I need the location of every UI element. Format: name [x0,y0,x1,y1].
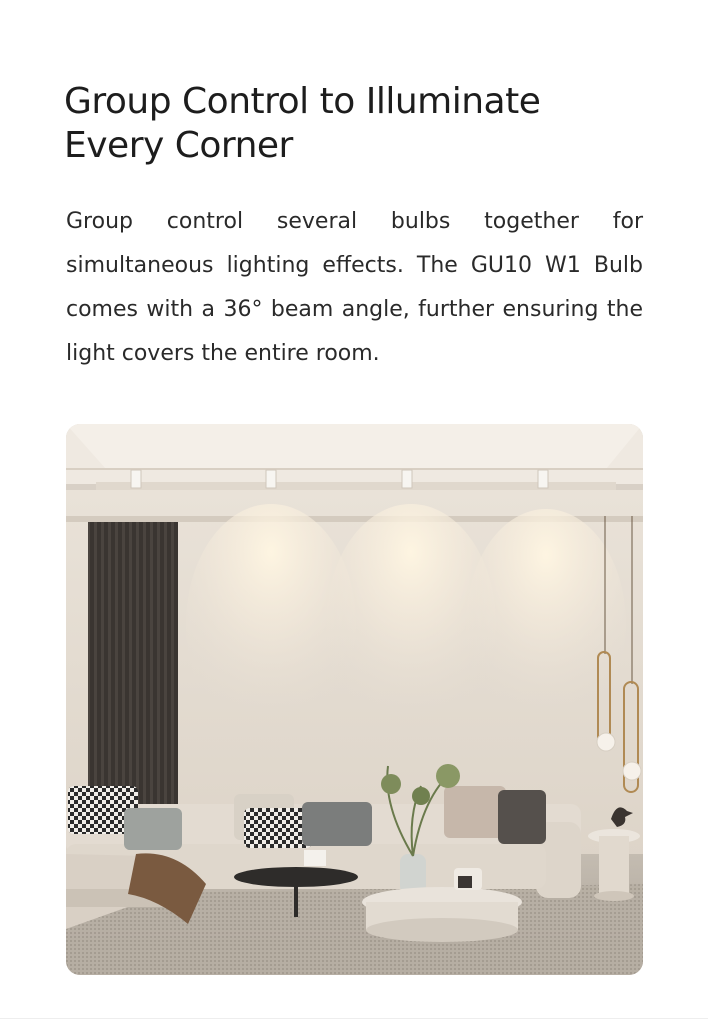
spotlight-glows [186,504,626,744]
headline-line-1: Group Control to Illuminate [64,81,541,122]
headline [64,80,664,168]
living-room-photo [66,424,643,975]
bottom-divider [0,1018,708,1019]
living-room-illustration [66,424,643,975]
slatted-wall-panel [88,522,178,822]
headline-line-2: Every Corner [64,125,293,166]
description: Group control several bulbs together for simultaneous lighting effects. The GU10 W1 Bulb comes with a 36° beam angle, further ensuring the light covers the entire room. [66,209,643,366]
